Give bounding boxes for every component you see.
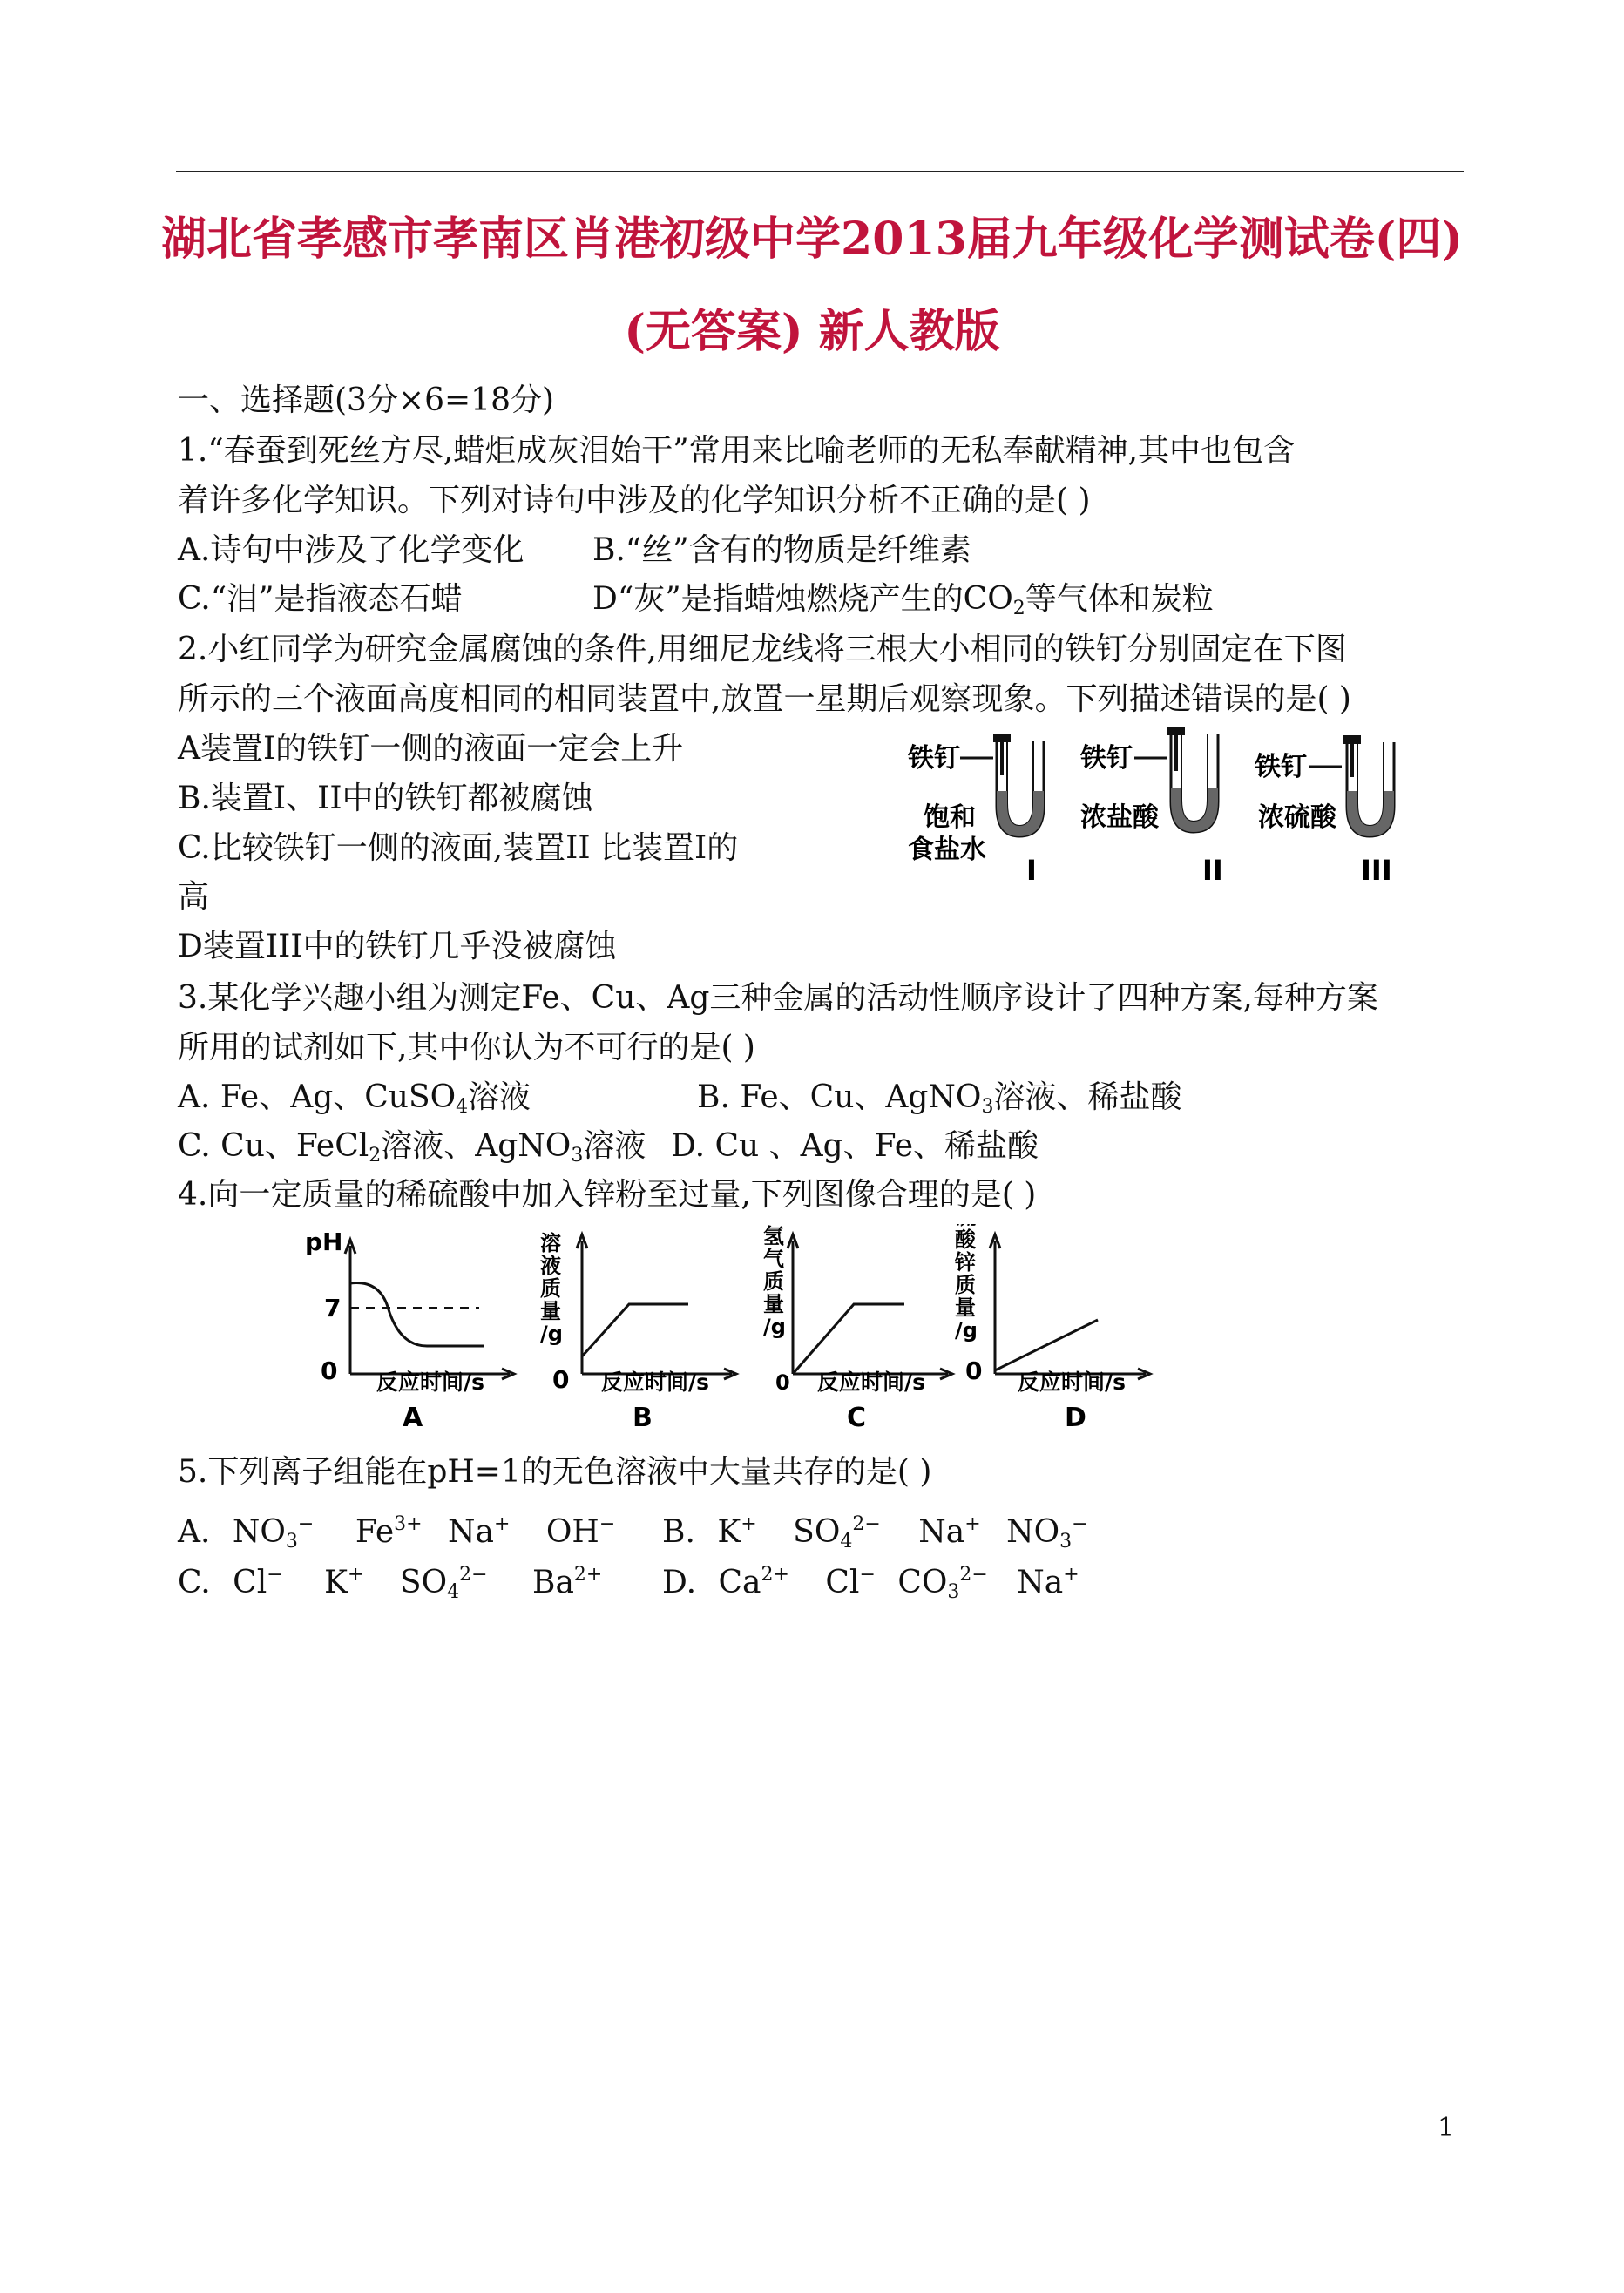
fig-device-2: II — [1202, 854, 1223, 887]
q1-option-a: A.诗句中涉及了化学变化 — [178, 532, 524, 568]
fig-device-1: I — [1026, 854, 1037, 887]
graph-c — [763, 1224, 952, 1433]
fig-liquid-2: 浓盐酸 — [1080, 802, 1159, 833]
graph-b-curve — [582, 1304, 688, 1356]
q2-option-d: D装置III中的铁钉几乎没被腐蚀 — [178, 929, 617, 964]
q2-stem-line2: 所示的三个液面高度相同的相同装置中,放置一星期后观察现象。下列描述错误的是( ) — [178, 681, 1351, 717]
q3-option-d: D. Cu 、Ag、Fe、稀盐酸 — [671, 1128, 1039, 1164]
graph-c-xlabel: 反应时间/s — [817, 1370, 926, 1395]
q1-stem-line1: 1.“春蚕到死丝方尽,蜡炬成灰泪始干”常用来比喻老师的无私奉献精神,其中也包含 — [178, 433, 1296, 469]
q3-option-b: B. Fe、Cu、AgNO$_3$溶液、稀盐酸 — [697, 1079, 1182, 1118]
document-title: 湖北省孝感市孝南区肖港初级中学2013届九年级化学测试卷(四) — [161, 213, 1463, 266]
graph-c-label: C — [847, 1403, 867, 1433]
fig-liquid-3: 浓硫酸 — [1258, 802, 1336, 833]
graph-b-zero: 0 — [552, 1365, 570, 1394]
q1-stem-line2: 着许多化学知识。下列对诗句中涉及的化学知识分析不正确的是( ) — [178, 483, 1091, 518]
graph-a-seven: 7 — [324, 1294, 342, 1322]
graph-a-label: A — [403, 1403, 423, 1433]
q3-option-c: C. Cu、FeCl$_2$溶液、AgNO$_3$溶液 — [178, 1128, 646, 1167]
q5-option-a: A. $NO_3^-$ $Fe^{3+}$ Na+ OH− — [178, 1513, 616, 1552]
q5-stem: 5.下列离子组能在pH=1的无色溶液中大量共存的是( ) — [178, 1454, 932, 1490]
q2-figure — [906, 723, 1472, 889]
graph-a-zero: 0 — [321, 1356, 338, 1385]
fig-nail-label-2: 铁钉 — [1080, 743, 1133, 774]
q1-option-d: D“灰”是指蜡烛燃烧产生的$CO_2$等气体和炭粒 — [592, 581, 1214, 619]
graph-d — [954, 1224, 1150, 1433]
page-number: 1 — [1438, 2113, 1455, 2143]
q4-graphs — [305, 1224, 1176, 1437]
graph-a-xlabel: 反应时间/s — [376, 1370, 485, 1395]
graph-d-label: D — [1065, 1403, 1086, 1433]
graph-d-ylabel: 酸锌质量/g — [955, 1228, 978, 1343]
section-heading: 一、选择题(3分×6=18分) — [178, 382, 555, 418]
graph-c-ylabel: 氢气质量/g — [763, 1224, 786, 1339]
q4-stem: 4.向一定质量的稀硫酸中加入锌粉至过量,下列图像合理的是( ) — [178, 1177, 1037, 1213]
stopper-2 — [1167, 727, 1185, 735]
q3-stem-line2: 所用的试剂如下,其中你认为不可行的是( ) — [178, 1030, 755, 1065]
fig-nail-label-3: 铁钉 — [1255, 752, 1307, 782]
q2-option-b: B.装置I、II中的铁钉都被腐蚀 — [178, 781, 593, 816]
q3-option-a: A. Fe、Ag、CuSO$_4$溶液 — [178, 1079, 531, 1118]
graph-d-curve — [995, 1320, 1098, 1370]
q2-stem-line1: 2.小红同学为研究金属腐蚀的条件,用细尼龙线将三根大小相同的铁钉分别固定在下图 — [178, 632, 1347, 667]
header-rule — [176, 171, 1464, 172]
graph-a — [305, 1228, 514, 1433]
q5-option-c: C. Cl− K+ $SO_4^{2-}$ $Ba^{2+}$ — [178, 1564, 603, 1603]
q5-option-d: D. $Ca^{2+}$ Cl− $CO_3^{2-}$ Na+ — [662, 1564, 1079, 1603]
fig-nail-label-1: 铁钉 — [908, 743, 960, 774]
graph-b-label: B — [633, 1403, 653, 1433]
graph-a-ylabel: pH — [305, 1228, 343, 1256]
stopper-3 — [1343, 735, 1361, 744]
q1-option-c: C.“泪”是指液态石蜡 — [178, 581, 463, 617]
q5-option-b: B. K+ $SO_4^{2-}$ Na+ $NO_3^-$ — [662, 1513, 1088, 1552]
liquid-2 — [1171, 788, 1218, 832]
liquid-3 — [1347, 791, 1394, 836]
graph-b-ylabel: 溶液质量/g — [540, 1231, 563, 1346]
fig-liquid-1b: 食盐水 — [908, 835, 986, 865]
graph-d-zero: 0 — [965, 1356, 983, 1385]
graph-c-curve — [793, 1304, 904, 1374]
graph-b-xlabel: 反应时间/s — [601, 1370, 710, 1395]
liquid-1 — [997, 791, 1044, 836]
fig-liquid-1a: 饱和 — [924, 802, 976, 833]
q2-option-c-line1: C.比较铁钉一侧的液面,装置II 比装置I的 — [178, 830, 739, 866]
graph-d-xlabel: 反应时间/s — [1018, 1370, 1127, 1395]
graph-c-zero: 0 — [775, 1370, 790, 1395]
q3-stem-line1: 3.某化学兴趣小组为测定Fe、Cu、Ag三种金属的活动性顺序设计了四种方案,每种方案 — [178, 980, 1378, 1016]
graph-a-curve — [350, 1283, 484, 1346]
stopper-1 — [993, 734, 1011, 742]
graph-b — [540, 1231, 736, 1433]
document-subtitle: (无答案) 新人教版 — [624, 305, 1000, 358]
q1-option-b: B.“丝”含有的物质是纤维素 — [592, 532, 971, 568]
q2-option-c-line2: 高 — [178, 879, 210, 915]
fig-device-3: III — [1361, 854, 1392, 887]
q2-option-a: A装置I的铁钉一侧的液面一定会上升 — [178, 731, 684, 767]
